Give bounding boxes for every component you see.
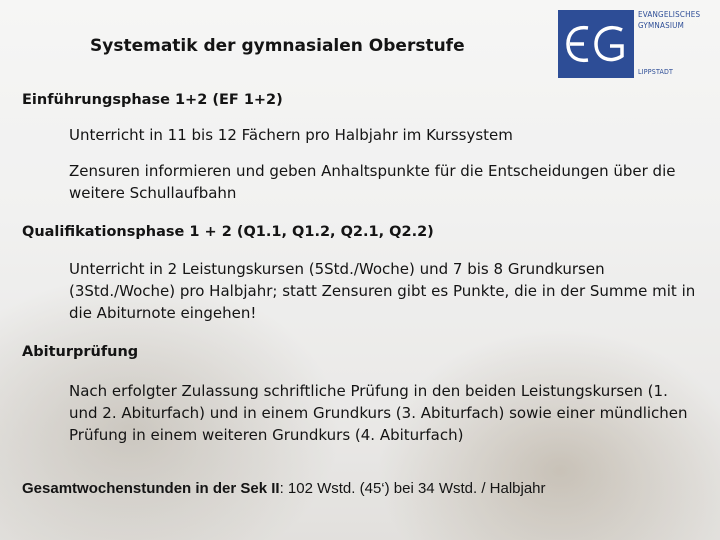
section-item: Unterricht in 2 Leistungskursen (5Std./Woche) und 7 bis 8 Grundkursen (3Std./Woche) pro Halbjahr; statt Zensuren gibt es Punkte, die in der Summe mit in die Abiturnote eingehen!: [69, 260, 696, 322]
section-heading-einfuehrungsphase: Einführungsphase 1+2 (EF 1+2): [22, 92, 283, 108]
logo-text-line3: LIPPSTADT: [638, 68, 674, 76]
footer-value: : 102 Wstd. (45‘) bei 34 Wstd. / Halbjahr: [279, 480, 546, 497]
logo-text-line1: EVANGELISCHES: [638, 10, 701, 19]
logo-mark: [558, 10, 634, 78]
section-heading-abiturpruefung: Abiturprüfung: [22, 344, 139, 360]
logo-text-line2: GYMNASIUM: [638, 21, 685, 30]
footer-label: Gesamtwochenstunden in der Sek II: [22, 480, 280, 497]
page-title: Systematik der gymnasialen Oberstufe: [90, 36, 465, 56]
section-item: Zensuren informieren und geben Anhaltspunkte für die Entscheidungen über die weitere Schullaufbahn: [69, 162, 676, 202]
section-item: Nach erfolgter Zulassung schriftliche Prüfung in den beiden Leistungskursen (1. und 2. Abiturfach) und in einem Grundkurs (3. Abiturfach) sowie einer mündlichen Prüfung in einem weiteren Grundkurs (4. Abiturfach): [69, 382, 688, 444]
school-logo: [558, 10, 706, 78]
eg-logo-icon: [564, 20, 628, 68]
section-item: Unterricht in 11 bis 12 Fächern pro Halbjahr im Kurssystem: [69, 126, 513, 144]
footer-summary: [22, 480, 546, 497]
section-heading-qualifikationsphase: Qualifikationsphase 1 + 2 (Q1.1, Q1.2, Q2.1, Q2.2): [22, 224, 434, 240]
